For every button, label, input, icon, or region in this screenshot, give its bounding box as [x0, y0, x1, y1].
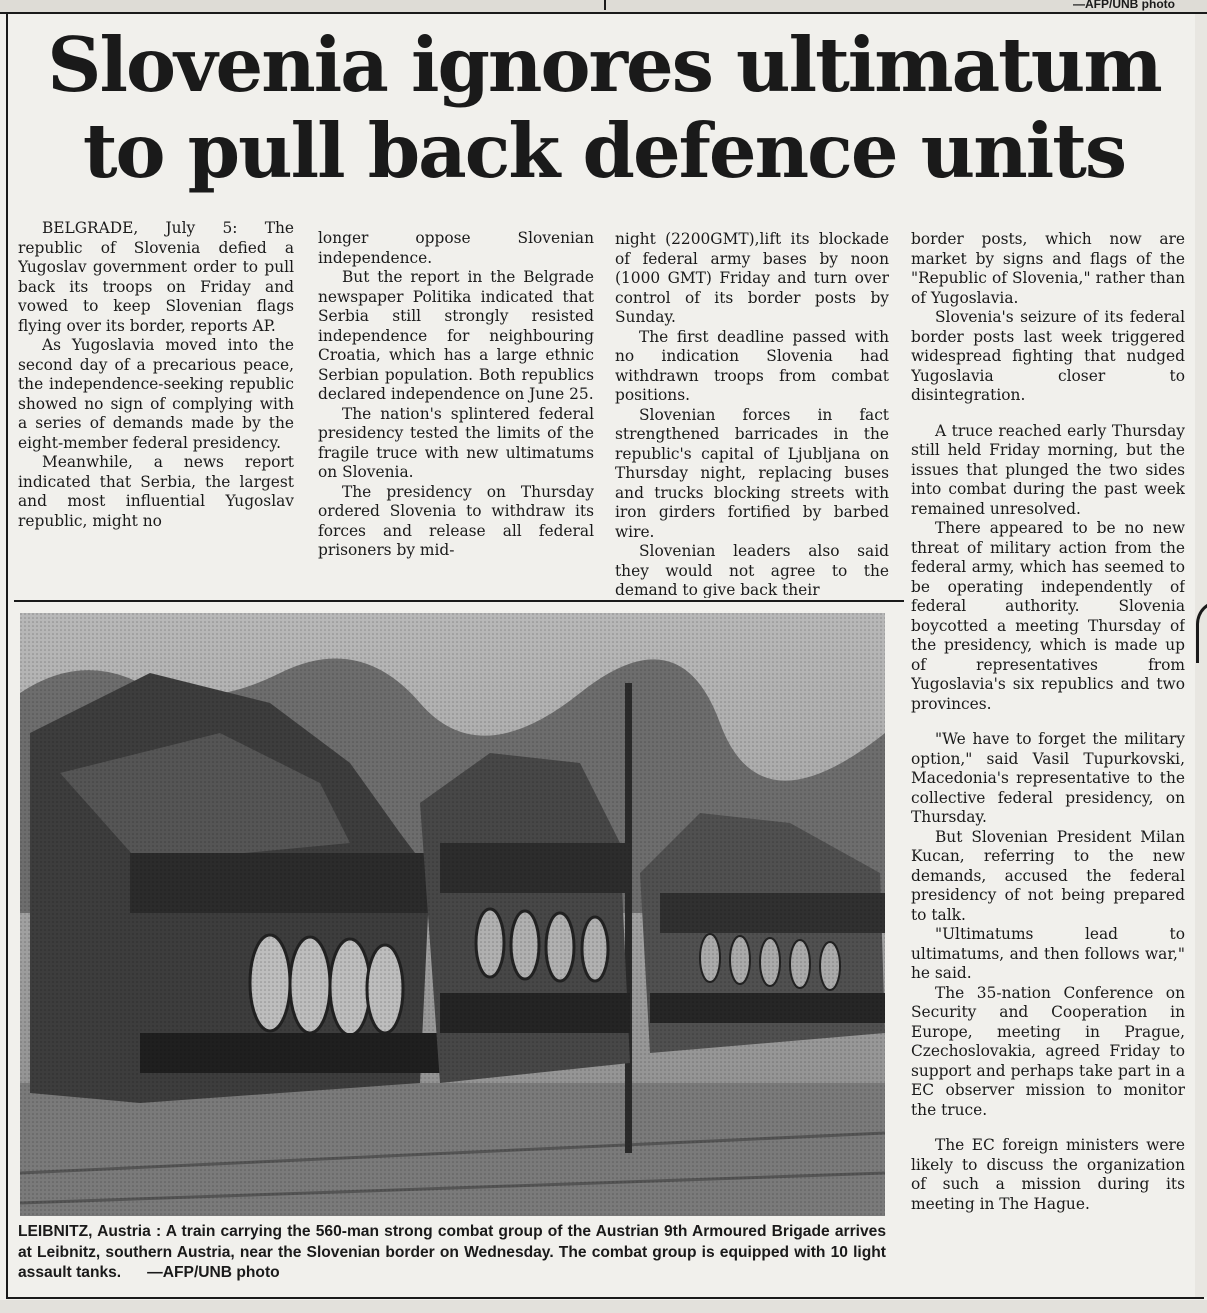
paragraph: But Slovenian President Milan Kucan, referring to the new demands, accused the federal presidency of not being prepared to talk. — [911, 827, 1185, 924]
paragraph: But the report in the Belgrade newspaper Politika indicated that Serbia still strongly resisted independence for neighbouring Croatia, which has a large ethnic Serbian population. Both republics declared independence on June 25. — [318, 268, 594, 403]
article-column-4 — [911, 230, 1185, 1290]
paragraph: As Yugoslavia moved into the second day of a precarious peace, the independence-seeking republic showed no sign of complying with a series of demands made by the eight-member federal presidency. — [18, 336, 294, 452]
paragraph: The first deadline passed with no indication Slovenia had withdrawn troops from combat positions. — [615, 327, 889, 404]
paragraph: There appeared to be no new threat of military action from the federal army, which has seemed to be operating independently of federal authority. Slovenia boycotted a meeting Thursday of the presidency, which is made up of representatives from Yugoslavia's six republics and two provinces. — [911, 519, 1185, 713]
paragraph: The 35-nation Conference on Security and Cooperation in Europe, meeting in Prague, Czechoslovakia, agreed Friday to support and perhaps take part in a EC observer mission to monitor the truce. — [911, 983, 1185, 1119]
headline-line-2: to pull back defence units — [82, 107, 1126, 195]
paragraph: longer oppose Slovenian independence. — [318, 229, 594, 267]
tank-train-photo — [20, 613, 885, 1216]
paragraph: The nation's splintered federal presidency tested the limits of the fragile truce with new ultimatums on Slovenia. — [318, 404, 594, 481]
paragraph: Slovenian leaders also said they would not agree to the demand to give back their — [615, 542, 889, 598]
photo-top-rule — [14, 600, 904, 602]
headline-line-1: Slovenia ignores ultimatum — [47, 21, 1161, 109]
article-column-1 — [18, 219, 294, 597]
paragraph: border posts, which now are market by signs and flags of the "Republic of Slovenia," rather than of Yugoslavia. — [911, 230, 1185, 307]
paragraph: "We have to forget the military option," said Vasil Tupurkovski, Macedonia's representative to the collective federal presidency, on Thursday. — [911, 730, 1185, 826]
article-column-3 — [615, 230, 889, 598]
paragraph: The presidency on Thursday ordered Slovenia to withdraw its forces and release all federal prisoners by mid- — [318, 482, 594, 559]
caption-text: LEIBNITZ, Austria : A train carrying the 560-man strong combat group of the Austrian 9th Armoured Brigade arrives at Leibnitz, southern Austria, near the Slovenian border on Wednesday. The combat group is equipped with 10 light assault tanks. — [18, 1223, 886, 1281]
bottom-strip — [0, 1300, 1207, 1313]
article-column-2 — [318, 229, 594, 597]
column-divider — [604, 0, 606, 10]
paragraph: night (2200GMT),lift its blockade of federal army bases by noon (1000 GMT) Friday and turn over control of its border posts by Sunday. — [615, 230, 889, 326]
headline — [14, 22, 1194, 194]
caption-photo-credit: —AFP/UNB photo — [147, 1264, 280, 1281]
paragraph: The EC foreign ministers were likely to discuss the organization of such a mission during its meeting in The Hague. — [911, 1136, 1185, 1213]
top-strip — [0, 0, 1207, 14]
paragraph: Meanwhile, a news report indicated that Serbia, the largest and most influential Yugoslav republic, might no — [18, 453, 294, 530]
paragraph: BELGRADE, July 5: The republic of Slovenia defied a Yugoslav government order to pull back its troops on Friday and vowed to keep Slovenian flags flying over its border, reports AP. — [18, 219, 294, 335]
paragraph: "Ultimatums lead to ultimatums, and then follows war," he said. — [911, 925, 1185, 982]
paragraph: A truce reached early Thursday still held Friday morning, but the issues that plunged the two sides into combat during the past week remained unresolved. — [911, 421, 1185, 518]
paragraph: Slovenia's seizure of its federal border posts last week triggered widespread fighting that nudged Yugoslavia closer to disintegration. — [911, 308, 1185, 404]
top-photo-credit: —AFP/UNB photo — [1073, 0, 1175, 11]
paragraph: Slovenian forces in fact strengthened barricades in the republic's capital of Ljubljana on Thursday night, replacing buses and trucks blocking streets with iron girders fortified by barbed wire. — [615, 405, 889, 541]
photo-caption — [18, 1222, 886, 1284]
news-photo — [20, 613, 885, 1216]
